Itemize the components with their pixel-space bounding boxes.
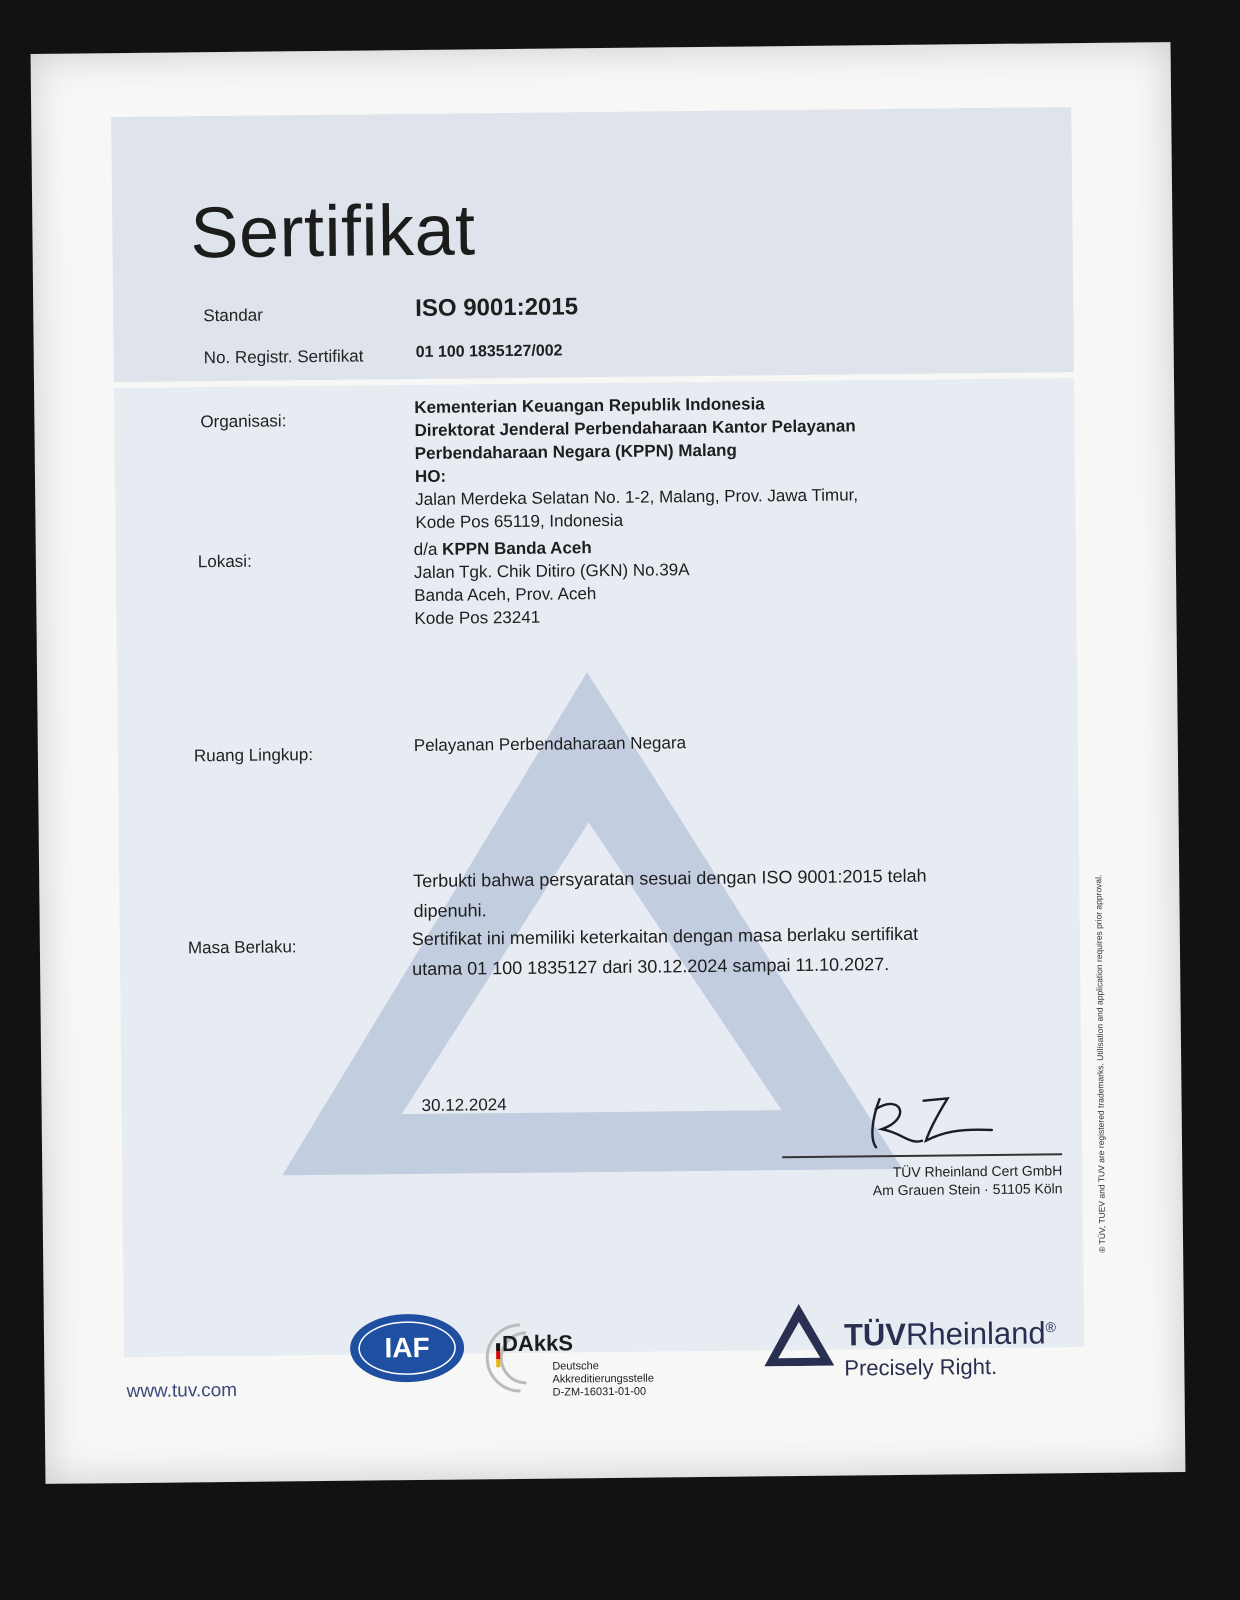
tuv-triangle-logo-icon (764, 1304, 835, 1367)
standard-label: Standar (203, 305, 263, 326)
validity-block (412, 919, 919, 984)
regno-label: No. Registr. Sertifikat (203, 346, 364, 368)
dakks-name: DAkkS (501, 1330, 574, 1357)
issuer-address: Am Grauen Stein · 51105 Köln (872, 1180, 1063, 1199)
dakks-subtitle-line: Deutsche (552, 1360, 599, 1373)
trademark-note: ® TÜV, TUEV and TUV are registered trademarks. Utilisation and application requires prior approval. (1093, 874, 1108, 1253)
tuv-tagline: Precisely Right. (844, 1353, 998, 1381)
scope-label: Ruang Lingkup: (193, 745, 314, 766)
website-link[interactable]: www.tuv.com (126, 1379, 238, 1403)
organisation-line: Kode Pos 65119, Indonesia (415, 510, 624, 533)
iaf-logo-text: IAF (384, 1331, 430, 1364)
location-block (414, 535, 691, 630)
location-line: Banda Aceh, Prov. Aceh (414, 584, 597, 606)
validity-line: Sertifikat ini memiliki keterkaitan dengan masa berlaku sertifikat (411, 923, 919, 950)
dakks-subtitle (552, 1360, 654, 1400)
organisation-line: Direktorat Jenderal Perbendaharaan Kantor Pelayanan (414, 416, 856, 441)
issuer-block (782, 1161, 1062, 1200)
certificate-mat (31, 42, 1186, 1484)
location-name: KPPN Banda Aceh (442, 538, 592, 559)
location-label: Lokasi: (197, 551, 252, 572)
scope-value: Pelayanan Perbendaharaan Negara (413, 733, 687, 756)
validity-label: Masa Berlaku: (187, 937, 297, 958)
proof-line: dipenuhi. (413, 900, 487, 922)
organisation-block (414, 391, 858, 534)
standard-value: ISO 9001:2015 (415, 293, 579, 322)
organisation-line: Jalan Merdeka Selatan No. 1-2, Malang, Prov. Jawa Timur, (415, 485, 859, 510)
registered-mark: ® (1045, 1319, 1056, 1336)
organisation-line: Perbendaharaan Negara (KPPN) Malang (414, 440, 737, 464)
issue-date: 30.12.2024 (421, 1095, 507, 1115)
location-line: Jalan Tgk. Chik Ditiro (GKN) No.39A (413, 560, 690, 583)
tuv-brand-name (844, 1315, 1056, 1353)
location-name-line (414, 535, 690, 561)
organisation-line: Kementerian Keuangan Republik Indonesia (414, 394, 765, 418)
tuv-brand-bold: TÜV (843, 1316, 907, 1353)
regno-value: 01 100 1835127/002 (415, 342, 563, 361)
iaf-logo-icon (348, 1312, 467, 1385)
certificate-title: Sertifikat (190, 190, 476, 274)
validity-line: utama 01 100 1835127 dari 30.12.2024 sampai 11.10.2027. (412, 954, 890, 980)
location-prefix: d/a (413, 539, 443, 560)
proof-block (413, 861, 927, 926)
certificate-sheet (111, 107, 1084, 1357)
issuer-name: TÜV Rheinland Cert GmbH (892, 1162, 1063, 1181)
dakks-subtitle-line: Akkreditierungsstelle (552, 1372, 655, 1386)
signature-icon (861, 1088, 1002, 1155)
proof-line: Terbukti bahwa persyaratan sesuai dengan ISO 9001:2015 telah (413, 865, 927, 892)
tuv-brand-rest: Rheinland (905, 1315, 1046, 1352)
organisation-label: Organisasi: (200, 411, 287, 432)
dakks-subtitle-line: D-ZM-16031-01-00 (552, 1385, 647, 1399)
location-line: Kode Pos 23241 (414, 607, 541, 629)
organisation-line: HO: (414, 466, 447, 487)
